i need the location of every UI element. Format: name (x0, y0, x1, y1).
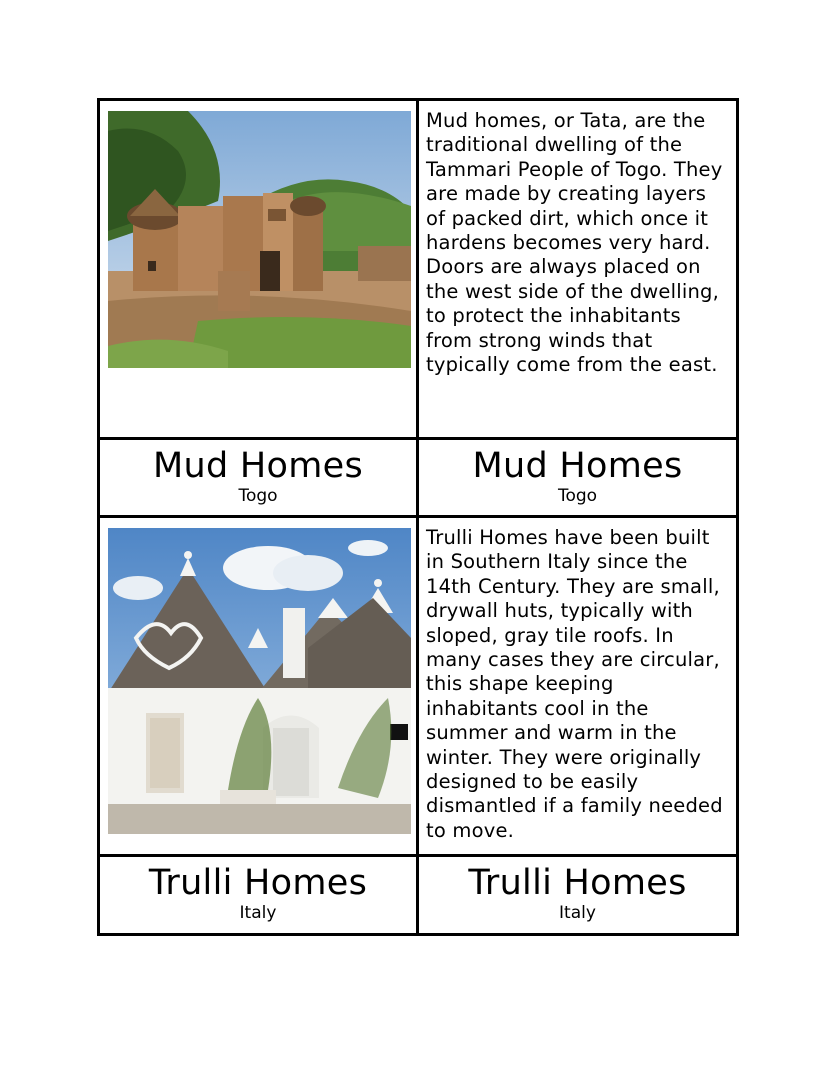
trulli-homes-description: Trulli Homes have been built in Southern Italy since the 14th Century. They are small, drywall huts, typically with sloped, gray tile roofs. In many cases they are circular, this shape keeping inhabitants cool in the summer and warm in the winter. They were originally designed to be easily dismantled if a family needed to move. (426, 526, 723, 842)
card-subtitle: Italy (559, 903, 596, 923)
card-title: Trulli Homes (468, 863, 687, 903)
mud-homes-image-cell (100, 101, 416, 437)
trulli-home-photo (108, 528, 411, 834)
mud-homes-label-left (100, 440, 416, 515)
card-grid (97, 98, 739, 936)
trulli-homes-label-left (100, 857, 416, 933)
card-title: Mud Homes (152, 446, 364, 486)
mud-home-photo (108, 111, 411, 368)
trulli-homes-image-cell (100, 518, 416, 854)
card-subtitle: Togo (557, 486, 598, 506)
card-subtitle: Italy (239, 903, 277, 923)
mud-homes-description: Mud homes, or Tata, are the traditional dwelling of the Tammari People of Togo. They are made by creating layers of packed dirt, which once it hardens becomes very hard. Doors are always placed on the west side of the dwelling, to protect the inhabitants from strong winds that typically come from the east. (426, 109, 723, 377)
card-title: Trulli Homes (148, 863, 368, 903)
card-title: Mud Homes (472, 446, 683, 486)
trulli-homes-label-right (419, 857, 736, 933)
mud-homes-label-right (419, 440, 736, 515)
card-subtitle: Togo (238, 486, 278, 506)
